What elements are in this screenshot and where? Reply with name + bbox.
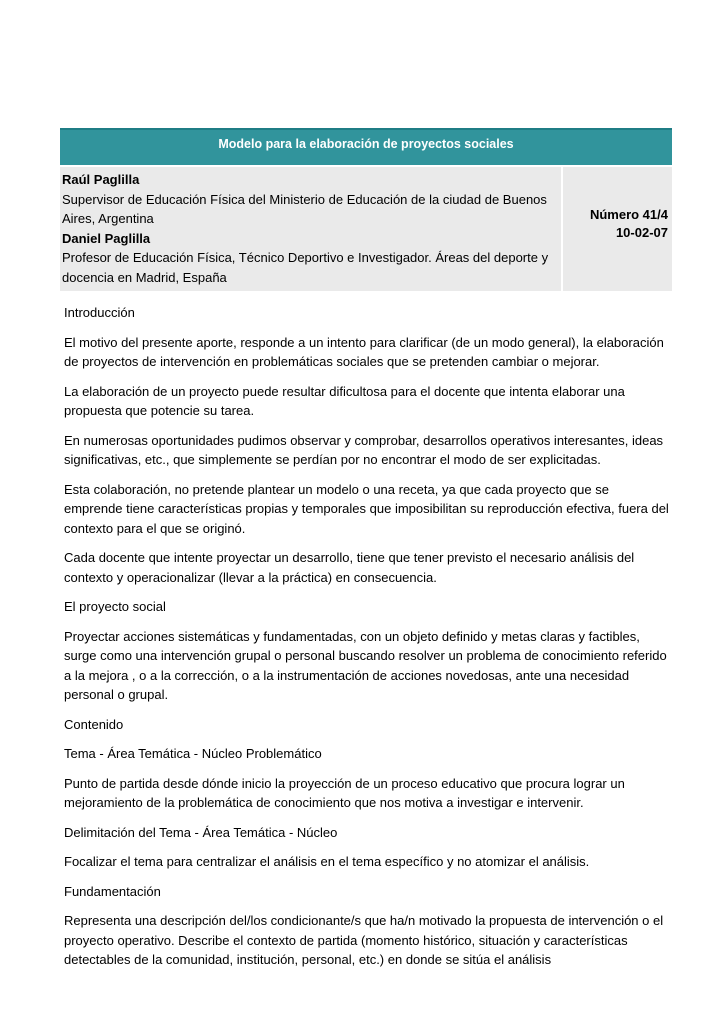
article-body <box>64 303 670 980</box>
paragraph: Focalizar el tema para centralizar el análisis en el tema específico y no atomizar el análisis. <box>64 854 590 869</box>
section-heading-fundamentacion: Fundamentación <box>64 883 161 899</box>
issue-number: Número 41/4 <box>589 207 668 222</box>
section-heading-tema: Tema - Área Temática - Núcleo Problemático <box>64 746 322 761</box>
author-info-row <box>60 165 672 291</box>
section-heading-delimitacion: Delimitación del Tema - Área Temática - Núcleo <box>64 824 338 840</box>
paragraph: Representa una descripción del/los condicionante/s que ha/n motivado la propuesta de intervención o el proyecto operativo. Describe el contexto de partida (momento histórico, situación y características detectables de la comunidad, institución, personal, etc.) en donde se sitúa el análisis <box>64 913 664 967</box>
section-heading-contenido: Contenido <box>64 716 124 732</box>
author-info <box>60 167 563 291</box>
issue-info <box>563 167 672 291</box>
article-title: Modelo para la elaboración de proyectos sociales <box>60 128 672 165</box>
issue-date: 10-02-07 <box>615 225 668 240</box>
author-name-2: Daniel Paglilla <box>62 230 151 246</box>
paragraph: Esta colaboración, no pretende plantear un modelo o una receta, ya que cada proyecto que se emprende tiene características propias y temporales que imposibilitan su reproducción efectiva, fuera del contexto para el que se originó. <box>64 481 669 536</box>
paragraph: El motivo del presente aporte, responde a un intento para clarificar (de un modo general), la elaboración de proyectos de intervención en problemáticas sociales que se pretenden cambiar o mejorar. <box>64 334 664 369</box>
paragraph: Proyectar acciones sistemáticas y fundamentadas, con un objeto definido y metas claras y factibles, surge como una intervención grupal o personal buscando resolver un problema de conocimiento referido a la mejora , o a la corrección, o a la instrumentación de acciones novedosas, ante una necesidad personal o grupal. <box>64 628 667 702</box>
author-name-1: Raúl Paglilla <box>62 172 140 187</box>
paragraph: Punto de partida desde dónde inicio la proyección de un proceso educativo que procura lograr un mejoramiento de la problemática de conocimiento que nos motiva a investigar e intervenir. <box>64 775 625 810</box>
section-heading-proyecto-social: El proyecto social <box>64 599 166 614</box>
article-header <box>60 128 672 291</box>
paragraph: Cada docente que intente proyectar un desarrollo, tiene que tener previsto el necesario análisis del contexto y operacionalizar (llevar a la práctica) en consecuencia. <box>64 550 635 585</box>
section-heading-introduction: Introducción <box>64 305 135 320</box>
author-role-1: Supervisor de Educación Física del Ministerio de Educación de la ciudad de Buenos Aires, Argentina <box>62 191 547 226</box>
paragraph: La elaboración de un proyecto puede resultar dificultosa para el docente que intenta elaborar una propuesta que potencie su tarea. <box>64 383 625 418</box>
author-role-2: Profesor de Educación Física, Técnico Deportivo e Investigador. Áreas del deporte y docencia en Madrid, España <box>62 250 549 285</box>
paragraph: En numerosas oportunidades pudimos observar y comprobar, desarrollos operativos interesantes, ideas significativas, etc., que simplemente se perdían por no encontrar el modo de ser explicitadas. <box>64 432 664 467</box>
